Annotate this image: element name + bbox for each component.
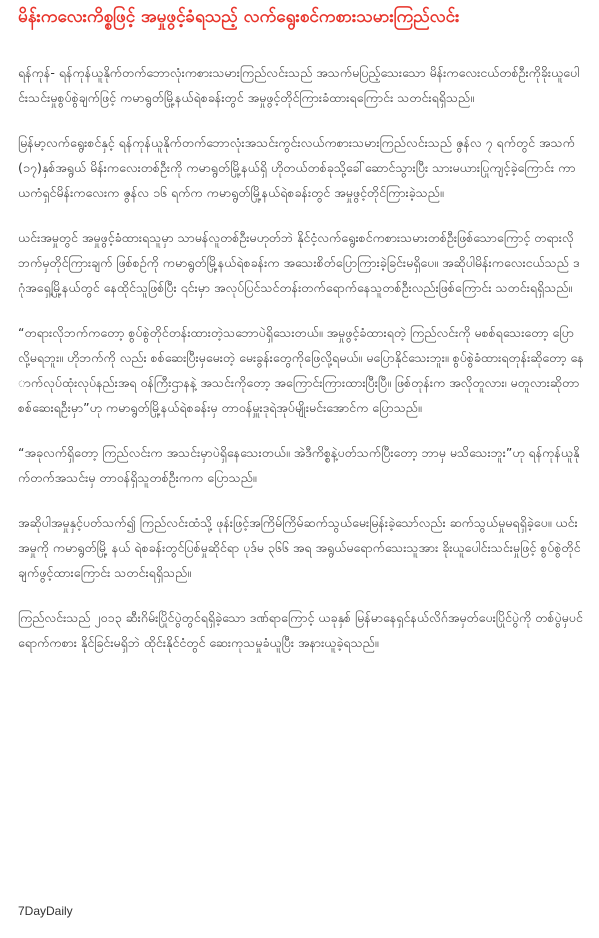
article-headline: မိန်းကလေးကိစ္စဖြင့် အမှုဖွင့်ခံရသည့် လက်ရွေးစင်ကစားသမားကြည်လင်း: [18, 7, 460, 27]
article-body: [18, 60, 585, 675]
article-paragraph: “အခုလက်ရှိတော့ ကြည်လင်းက အသင်းမှာပဲရှိနေသေးတယ်။ အဲဒီကိစ္စနဲ့ပတ်သက်ပြီးတော့ ဘာမှ မသိသေးဘူး”ဟု ရန်ကုန်ယူနိုက်တက်အသင်းမှ တာဝန်ရှိသူတစ်ဦးကက ပြောသည်။: [18, 445, 580, 485]
article-paragraph: မြန်မာ့လက်ရွေးစင်နှင့် ရန်ကုန်ယူနိုက်တက်ဘောလုံးအသင်းကွင်းလယ်ကစားသမားကြည်လင်းသည် ဇွန်လ ၇ ရက်တွင် အသက် (၁၇)နှစ်အရွယ် မိန်းကလေးတစ်ဦးကို ကမာရွတ်မြို့နယ်ရှိ ဟိုတယ်တစ်ခုသို့ခေါ်ဆောင်သွားပြီး သားမယားပြုကျင့်ခဲ့ကြောင်း ကာယကံရှင်မိန်းကလေးက ဇွန်လ ၁၆ ရက်က ကမာရွတ်မြို့နယ်ရဲစခန်းတွင် အမှုဖွင့်တိုင်ကြားခဲ့သည်။: [18, 135, 576, 200]
source-credit: 7DayDaily: [18, 904, 73, 918]
article-paragraph: ကြည်လင်းသည် ၂၀၁၃ ဆီးဂိမ်းပြိုင်ပွဲတွင်ရရှိခဲ့သော ဒဏ်ရာကြောင့် ယခုနှစ် မြန်မာနေရှင်နယ်လိဂ်အမှတ်ပေးပြိုင်ပွဲကို တစ်ပွဲမှပင်ရောက်ကစား နိုင်ခြင်းမရှိဘဲ ထိုင်းနိုင်ငံတွင် ဆေးကုသမှုခံယူပြီး အနားယူခဲ့ရသည်။: [18, 610, 583, 650]
article-paragraph: အဆိုပါအမှုနှင့်ပတ်သက်၍ ကြည်လင်းထံသို့ ဖုန်းဖြင့်အကြိမ်ကြိမ်ဆက်သွယ်မေးမြန်းခဲ့သော်လည်း ဆက်သွယ်မှုမရရှိခဲ့ပေ။ ယင်းအမှုကို ကမာရွတ်မြို့ နယ် ရဲစခန်းတွင်ပြစ်မှုဆိုင်ရာ ပုဒ်မ ၃၆၆ အရ အရွယ်မရောက်သေးသူအား ခိုးယူပေါင်းသင်းမှုဖြင့် စွပ်စွဲတိုင်ချက်ဖွင့်ထားကြောင်း သတင်းရရှိသည်။: [18, 515, 581, 580]
article-paragraph: “တရားလိုဘက်ကတော့ စွပ်စွဲတိုင်တန်းထားတဲ့သဘောပဲရှိသေးတယ်။ အမှုဖွင့်ခံထားရတဲ့ ကြည်လင်းကို မစစ်ရသေးတော့ ပြောလို့မရဘူး။ ဟိုဘက်ကို လည်း စစ်ဆေးပြီးမှမေးတဲ့ မေးခွန်းတွေကိုဖြေလို့ရမယ်။ မပြောနိုင်သေးဘူး။ စွပ်စွဲခံထားရတုန်းဆိုတော့ နောက်လုပ်ထုံးလုပ်နည်းအရ ဝန်ကြီးဌာနနဲ့ အသင်းကိုတော့ အကြောင်းကြားထားပြီးပြီ။ ဖြစ်တုန်းက အလိုတူလား၊ မတူလားဆိုတာ စစ်ဆေးရဦးမှာ”ဟု ကမာရွတ်မြို့နယ်ရဲစခန်းမှ တာဝန်မှူးဒုရဲအုပ်မျိုးမင်းအောင်က ပြောသည်။: [18, 325, 584, 415]
article-paragraph: ယင်းအမှုတွင် အမှုဖွင့်ခံထားရသူမှာ သာမန်လူတစ်ဦးမဟုတ်ဘဲ နိုင်ငံ့လက်ရွေးစင်ကစားသမားတစ်ဦးဖြစ်သောကြောင့် တရားလိုဘက်မှတိုင်ကြားချက် ဖြစ်စဉ်ကို ကမာရွတ်မြို့နယ်ရဲစခန်းက အသေးစိတ်ပြောကြားခဲ့ခြင်းမရှိပေ။ အဆိုပါမိန်းကလေးငယ်သည် ဒဂုံအရှေ့မြို့နယ်တွင် နေထိုင်သူဖြစ်ပြီး ၎င်းမှာ အလုပ်ပြင်သင်တန်းတက်ရောက်နေသူတစ်ဦးလည်းဖြစ်ကြောင်း သတင်းရရှိသည်။: [18, 230, 580, 295]
article-paragraph: ရန်ကုန်- ရန်ကုန်ယူနိုက်တက်ဘောလုံးကစားသမားကြည်လင်းသည် အသက်မပြည့်သေးသော မိန်းကလေးငယ်တစ်ဦးကိုခိုးယူပေါင်းသင်းမှုစွပ်စွဲချက်ဖြင့် ကမာရွတ်မြို့နယ်ရဲစခန်းတွင် အမှုဖွင့်တိုင်ကြားခံထားရကြောင်း သတင်းရရှိသည်။: [18, 65, 580, 105]
